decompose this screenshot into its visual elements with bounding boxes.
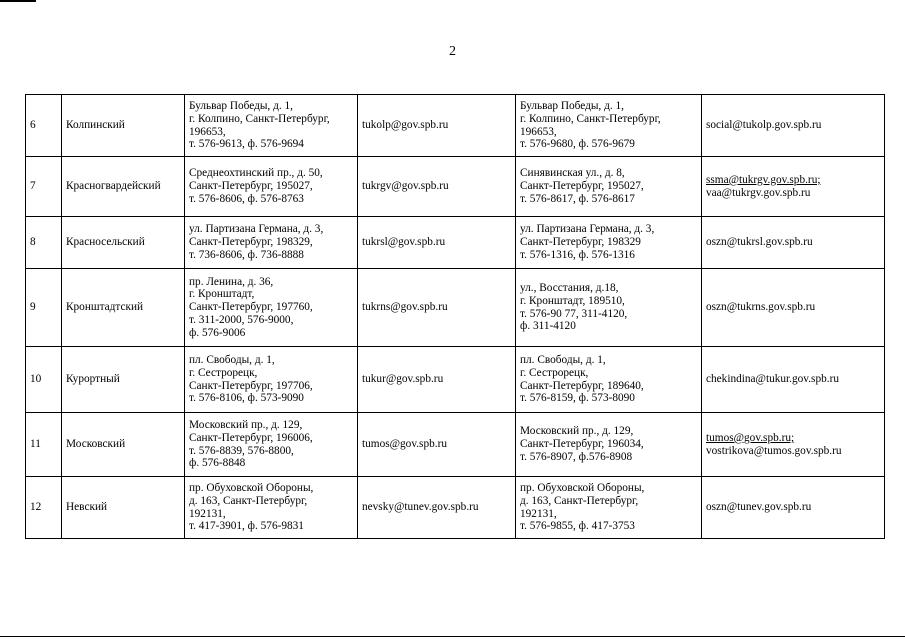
admin-address — [185, 95, 358, 157]
district-name: Кронштадтский — [62, 269, 185, 347]
district-name: Красногвардейский — [62, 157, 185, 217]
email-line: vostrikova@tumos.gov.spb.ru — [706, 444, 842, 457]
email-line: social@tukolp.gov.spb.ru — [706, 119, 822, 132]
admin-address — [185, 413, 358, 477]
address-line: т. 576-9855, ф. 417-3753 — [520, 520, 635, 533]
address-line: пр. Обуховской Обороны, — [189, 481, 314, 494]
contacts-table — [25, 94, 885, 539]
address-line: 192131, — [189, 507, 226, 520]
district-name: Невский — [62, 477, 185, 539]
district-name: Курортный — [62, 347, 185, 413]
admin-email: tukrns@gov.spb.ru — [358, 269, 516, 347]
social-dept-email — [702, 413, 885, 477]
address-line: г. Сестрорецк, — [189, 366, 258, 379]
row-number: 9 — [26, 269, 62, 347]
address-line: ул. Партизана Германа, д. 3, — [189, 223, 324, 236]
admin-email: tukolp@gov.spb.ru — [358, 95, 516, 157]
address-line: Московский пр., д. 129, — [189, 418, 303, 431]
table-row — [26, 477, 885, 539]
address-line: т. 576-8839, 576-8800, — [189, 444, 294, 457]
address-line: т. 576-9613, ф. 576-9694 — [189, 138, 304, 151]
address-line: 192131, — [520, 507, 557, 520]
admin-address — [185, 217, 358, 269]
address-line: пл. Свободы, д. 1, — [520, 353, 606, 366]
social-dept-email — [702, 217, 885, 269]
social-dept-address — [516, 477, 702, 539]
address-line: ф. 576-8848 — [189, 457, 246, 470]
table-row — [26, 269, 885, 347]
address-line: Санкт-Петербург, 197706, — [189, 379, 313, 392]
corner-mark — [0, 0, 36, 2]
address-line: ул. Партизана Германа, д. 3, — [520, 223, 655, 236]
address-line: ф. 311-4120 — [520, 320, 576, 333]
social-dept-email — [702, 347, 885, 413]
table-row — [26, 347, 885, 413]
address-line: Санкт-Петербург, 198329 — [520, 236, 641, 249]
contacts-table-body — [26, 95, 885, 539]
social-dept-email — [702, 269, 885, 347]
admin-email: tukrsl@gov.spb.ru — [358, 217, 516, 269]
row-number: 11 — [26, 413, 62, 477]
address-line: Бульвар Победы, д. 1, — [520, 99, 624, 112]
address-line: д. 163, Санкт-Петербург, — [520, 494, 639, 507]
table-row — [26, 217, 885, 269]
address-line: т. 417-3901, ф. 576-9831 — [189, 520, 304, 533]
email-line: oszn@tukrns.gov.spb.ru — [706, 301, 816, 314]
email-line: oszn@tunev.gov.spb.ru — [706, 501, 812, 514]
address-line: пл. Свободы, д. 1, — [189, 353, 275, 366]
address-line: т. 576-8617, ф. 576-8617 — [520, 192, 635, 205]
address-line: ул., Восстания, д.18, — [520, 281, 619, 294]
social-dept-address — [516, 95, 702, 157]
admin-address — [185, 157, 358, 217]
address-line: т. 576-9680, ф. 576-9679 — [520, 138, 635, 151]
row-number: 10 — [26, 347, 62, 413]
address-line: т. 576-1316, ф. 576-1316 — [520, 248, 635, 261]
admin-email: tukur@gov.spb.ru — [358, 347, 516, 413]
admin-email: nevsky@tunev.gov.spb.ru — [358, 477, 516, 539]
address-line: Среднеохтинский пр., д. 50, — [189, 167, 323, 180]
address-line: Санкт-Петербург, 189640, — [520, 379, 644, 392]
email-line: vaa@tukrgv.gov.spb.ru — [706, 186, 811, 199]
social-dept-address — [516, 347, 702, 413]
address-line: ф. 576-9006 — [189, 326, 246, 339]
admin-address — [185, 269, 358, 347]
address-line: г. Колпино, Санкт-Петербург, — [520, 112, 661, 125]
address-line: Санкт-Петербург, 197760, — [189, 301, 313, 314]
admin-email: tumos@gov.spb.ru — [358, 413, 516, 477]
row-number: 7 — [26, 157, 62, 217]
bottom-rule — [0, 636, 905, 637]
table-row — [26, 413, 885, 477]
social-dept-email — [702, 477, 885, 539]
address-line: Санкт-Петербург, 196034, — [520, 438, 644, 451]
address-line: г. Колпино, Санкт-Петербург, — [189, 112, 330, 125]
row-number: 12 — [26, 477, 62, 539]
address-line: д. 163, Санкт-Петербург, — [189, 494, 308, 507]
address-line: т. 576-8159, ф. 573-8090 — [520, 392, 635, 405]
address-line: пр. Обуховской Обороны, — [520, 481, 645, 494]
address-line: Санкт-Петербург, 195027, — [520, 180, 644, 193]
admin-address — [185, 477, 358, 539]
address-line: 196653, — [189, 125, 226, 138]
email-link[interactable]: ssma@tukrgv.gov.spb.ru; — [706, 173, 821, 186]
address-line: т. 576-8907, ф.576-8908 — [520, 450, 633, 463]
address-line: Санкт-Петербург, 196006, — [189, 431, 313, 444]
address-line: т. 736-8606, ф. 736-8888 — [189, 248, 304, 261]
email-link[interactable]: tumos@gov.spb.ru; — [706, 431, 795, 444]
table-row — [26, 95, 885, 157]
admin-email: tukrgv@gov.spb.ru — [358, 157, 516, 217]
social-dept-address — [516, 269, 702, 347]
address-line: т. 576-8106, ф. 573-9090 — [189, 392, 304, 405]
district-name: Красносельский — [62, 217, 185, 269]
social-dept-email — [702, 95, 885, 157]
social-dept-address — [516, 157, 702, 217]
admin-address — [185, 347, 358, 413]
row-number: 8 — [26, 217, 62, 269]
address-line: Санкт-Петербург, 198329, — [189, 236, 313, 249]
page-number: 2 — [449, 44, 456, 59]
email-line: oszn@tukrsl.gov.spb.ru — [706, 236, 813, 249]
table-row — [26, 157, 885, 217]
address-line: т. 576-8606, ф. 576-8763 — [189, 192, 304, 205]
social-dept-email — [702, 157, 885, 217]
district-name: Московский — [62, 413, 185, 477]
address-line: т. 311-2000, 576-9000, — [189, 313, 294, 326]
social-dept-address — [516, 217, 702, 269]
address-line: Санкт-Петербург, 195027, — [189, 180, 313, 193]
address-line: пр. Ленина, д. 36, — [189, 275, 274, 288]
row-number: 6 — [26, 95, 62, 157]
email-line: chekindina@tukur.gov.spb.ru — [706, 373, 839, 386]
address-line: г. Сестрорецк, — [520, 366, 589, 379]
district-name: Колпинский — [62, 95, 185, 157]
address-line: 196653, — [520, 125, 557, 138]
address-line: Синявинская ул., д. 8, — [520, 167, 625, 180]
social-dept-address — [516, 413, 702, 477]
address-line: Московский пр., д. 129, — [520, 425, 634, 438]
address-line: т. 576-90 77, 311-4120, — [520, 307, 628, 320]
address-line: г. Кронштадт, — [189, 288, 255, 301]
address-line: Бульвар Победы, д. 1, — [189, 99, 293, 112]
address-line: г. Кронштадт, 189510, — [520, 294, 625, 307]
